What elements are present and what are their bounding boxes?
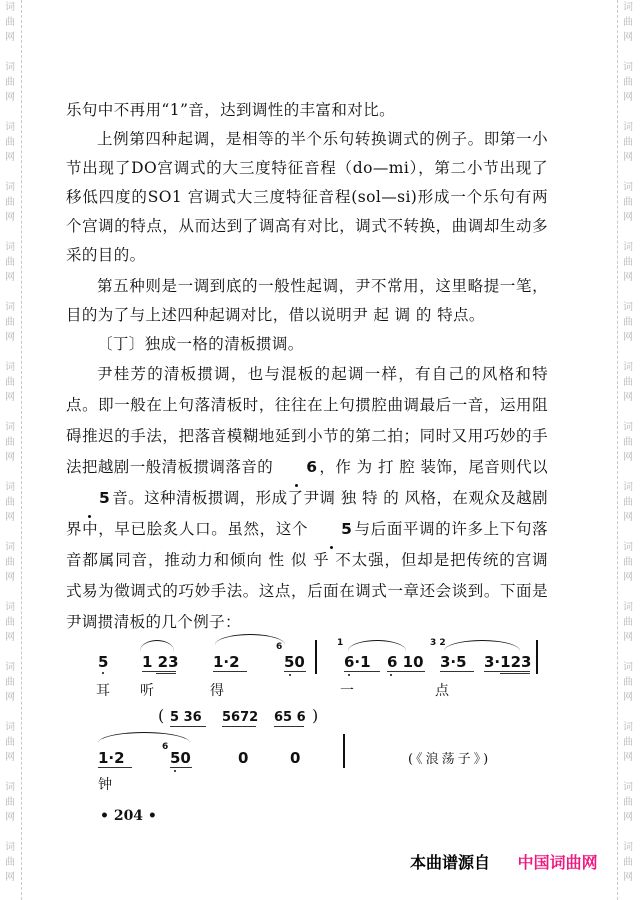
watermark-char: 词 bbox=[5, 602, 15, 613]
watermark-char: 曲 bbox=[623, 617, 633, 628]
watermark-char: 词 bbox=[623, 182, 633, 193]
watermark-char: 曲 bbox=[623, 737, 633, 748]
watermark-char: 曲 bbox=[623, 137, 633, 148]
footer-credit bbox=[410, 850, 598, 873]
watermark-char: 词 bbox=[5, 362, 15, 373]
watermark-group bbox=[623, 240, 633, 300]
watermark-group bbox=[623, 600, 633, 660]
watermark-char: 曲 bbox=[5, 857, 15, 868]
watermark-char: 曲 bbox=[5, 257, 15, 268]
watermark-char: 词 bbox=[623, 722, 633, 733]
watermark-char: 网 bbox=[623, 332, 633, 343]
watermark-group bbox=[623, 300, 633, 360]
watermark-char: 曲 bbox=[623, 557, 633, 568]
paren-close: ) bbox=[312, 706, 319, 725]
watermark-char: 词 bbox=[623, 662, 633, 673]
watermark-char: 曲 bbox=[5, 497, 15, 508]
watermark-char: 词 bbox=[623, 122, 633, 133]
watermark-char: 词 bbox=[623, 362, 633, 373]
underline bbox=[170, 726, 206, 727]
left-watermark-column bbox=[2, 0, 18, 900]
watermark-char: 词 bbox=[5, 662, 15, 673]
watermark-char: 网 bbox=[5, 392, 15, 403]
low-octave-dot bbox=[102, 672, 104, 674]
lyric: 耳 bbox=[96, 683, 110, 699]
watermark-char: 曲 bbox=[5, 317, 15, 328]
watermark-char: 网 bbox=[5, 872, 15, 883]
watermark-char: 网 bbox=[5, 812, 15, 823]
watermark-char: 网 bbox=[5, 332, 15, 343]
watermark-char: 曲 bbox=[623, 377, 633, 388]
watermark-group bbox=[5, 420, 15, 480]
watermark-group bbox=[5, 480, 15, 540]
watermark-group bbox=[5, 840, 15, 900]
watermark-char: 词 bbox=[5, 842, 15, 853]
watermark-char: 词 bbox=[5, 302, 15, 313]
song-source: (《浪荡子》) bbox=[408, 752, 492, 767]
underline bbox=[484, 671, 530, 672]
watermark-char: 网 bbox=[623, 452, 633, 463]
watermark-char: 词 bbox=[5, 242, 15, 253]
underline bbox=[274, 726, 304, 727]
slur bbox=[348, 640, 406, 651]
grace-note: 6 bbox=[276, 642, 283, 652]
watermark-char: 词 bbox=[5, 182, 15, 193]
underline bbox=[142, 671, 176, 672]
note: 1·2 bbox=[98, 749, 125, 767]
note: 1 23 bbox=[142, 653, 179, 671]
watermark-char: 网 bbox=[5, 512, 15, 523]
grace-note: 3 2 bbox=[430, 638, 446, 648]
watermark-char: 曲 bbox=[623, 797, 633, 808]
note: 50 bbox=[170, 749, 191, 767]
underline bbox=[213, 671, 247, 672]
note: 1·2 bbox=[213, 653, 240, 671]
lyric: 点 bbox=[435, 683, 449, 699]
underline bbox=[222, 726, 256, 727]
note: 3·123 bbox=[484, 653, 532, 671]
watermark-group bbox=[623, 420, 633, 480]
watermark-char: 网 bbox=[623, 872, 633, 883]
watermark-char: 词 bbox=[623, 482, 633, 493]
page-number: • 204 • bbox=[100, 808, 157, 824]
watermark-group bbox=[623, 720, 633, 780]
watermark-char: 网 bbox=[5, 452, 15, 463]
watermark-char: 词 bbox=[623, 842, 633, 853]
note: 6 10 bbox=[387, 653, 424, 671]
watermark-char: 曲 bbox=[5, 197, 15, 208]
interlude-note: 65 6 bbox=[274, 710, 306, 725]
watermark-char: 网 bbox=[623, 512, 633, 523]
watermark-char: 曲 bbox=[5, 377, 15, 388]
grace-note: 1 bbox=[337, 638, 344, 648]
watermark-group bbox=[5, 780, 15, 840]
watermark-char: 网 bbox=[623, 32, 633, 43]
watermark-group bbox=[5, 660, 15, 720]
watermark-group bbox=[5, 720, 15, 780]
paren-open: ( bbox=[158, 706, 165, 725]
watermark-char: 词 bbox=[623, 302, 633, 313]
watermark-char: 词 bbox=[5, 722, 15, 733]
underline bbox=[500, 673, 530, 674]
watermark-char: 词 bbox=[5, 542, 15, 553]
watermark-char: 曲 bbox=[623, 437, 633, 448]
watermark-char: 网 bbox=[5, 572, 15, 583]
watermark-char: 网 bbox=[5, 212, 15, 223]
site-name-link[interactable]: 中国词曲网 bbox=[517, 853, 598, 872]
watermark-char: 网 bbox=[623, 812, 633, 823]
watermark-char: 曲 bbox=[5, 617, 15, 628]
watermark-char: 词 bbox=[5, 482, 15, 493]
slur bbox=[444, 640, 520, 651]
underline bbox=[98, 767, 132, 768]
lyric: 得 bbox=[210, 683, 224, 699]
watermark-char: 词 bbox=[623, 422, 633, 433]
section-heading-ding: 〔丁〕独成一格的清板掼调。 bbox=[97, 335, 304, 353]
watermark-char: 网 bbox=[5, 92, 15, 103]
slur bbox=[140, 640, 174, 651]
watermark-group bbox=[623, 60, 633, 120]
watermark-char: 曲 bbox=[5, 677, 15, 688]
underline bbox=[440, 671, 474, 672]
watermark-group bbox=[5, 540, 15, 600]
watermark-char: 网 bbox=[623, 572, 633, 583]
note: 6·1 bbox=[344, 653, 371, 671]
watermark-group bbox=[5, 0, 15, 60]
watermark-group bbox=[623, 0, 633, 60]
watermark-group bbox=[5, 300, 15, 360]
watermark-char: 网 bbox=[623, 632, 633, 643]
low-octave-dot bbox=[390, 674, 392, 676]
note: 0 bbox=[290, 749, 301, 767]
watermark-char: 网 bbox=[5, 32, 15, 43]
watermark-char: 曲 bbox=[623, 197, 633, 208]
jianpu-low-5: 5 bbox=[308, 514, 354, 545]
lyric: 钟 bbox=[98, 777, 112, 793]
lyric: 听 bbox=[140, 683, 154, 699]
watermark-char: 曲 bbox=[5, 737, 15, 748]
watermark-char: 词 bbox=[5, 122, 15, 133]
body-text bbox=[66, 96, 548, 638]
watermark-group bbox=[5, 120, 15, 180]
underline bbox=[387, 671, 425, 672]
watermark-char: 词 bbox=[5, 782, 15, 793]
watermark-char: 曲 bbox=[5, 797, 15, 808]
watermark-char: 网 bbox=[623, 92, 633, 103]
watermark-char: 词 bbox=[623, 782, 633, 793]
right-watermark-column bbox=[620, 0, 636, 900]
note: 3·5 bbox=[440, 653, 467, 671]
watermark-char: 网 bbox=[5, 272, 15, 283]
watermark-char: 网 bbox=[623, 752, 633, 763]
jianpu-low-6: 6 bbox=[273, 452, 319, 483]
note: 5 bbox=[98, 653, 109, 671]
watermark-char: 网 bbox=[623, 212, 633, 223]
jianpu-score bbox=[90, 630, 560, 810]
watermark-group bbox=[623, 660, 633, 720]
note: 0 bbox=[238, 749, 249, 767]
watermark-char: 网 bbox=[623, 392, 633, 403]
low-octave-dot bbox=[348, 674, 350, 676]
underline bbox=[344, 671, 380, 672]
watermark-char: 词 bbox=[5, 422, 15, 433]
watermark-char: 网 bbox=[5, 632, 15, 643]
watermark-char: 曲 bbox=[623, 677, 633, 688]
watermark-char: 词 bbox=[623, 602, 633, 613]
barline bbox=[536, 640, 538, 674]
watermark-char: 曲 bbox=[623, 257, 633, 268]
watermark-char: 词 bbox=[5, 2, 15, 13]
watermark-char: 网 bbox=[5, 152, 15, 163]
left-margin-rule bbox=[21, 0, 22, 900]
slur bbox=[215, 634, 285, 645]
watermark-group bbox=[5, 240, 15, 300]
grace-note: 6 bbox=[162, 742, 169, 752]
watermark-char: 曲 bbox=[623, 497, 633, 508]
watermark-group bbox=[5, 360, 15, 420]
watermark-char: 词 bbox=[623, 242, 633, 253]
interlude-note: 5672 bbox=[222, 710, 259, 725]
lyric: 一 bbox=[340, 683, 354, 699]
paragraph-1: 乐句中不再用“1”音，达到调性的丰富和对比。 bbox=[66, 101, 396, 119]
low-octave-dot bbox=[174, 770, 176, 772]
watermark-group bbox=[623, 780, 633, 840]
watermark-char: 曲 bbox=[623, 317, 633, 328]
watermark-group bbox=[5, 180, 15, 240]
paragraph-5: 尹桂芳的清板掼调，也与混板的起调一样，有自己的风格和特点。即一般在上句落清板时，往往在上句掼腔曲调最后一音，运用阻碍推迟的手法，把落音模糊地延到小节的第二拍；同时又用巧妙的手法把越剧一般清板掼调落音的 6 ，作 为 打 腔 装饰，尾音则代以5 音。这种清板掼调，形成了尹调 独 特 的 风格，在观众及越剧界中，早已脍炙人口。虽然，这个 5 与后面平调的许多上下句落音都属同音，推动力和倾向 性 似 乎 不太强，但却是把传统的宫调式易为徵调式的巧妙手法。这点，后面在调式一章还会谈到。下面是尹调掼清板的几个例子： bbox=[66, 365, 549, 631]
barline bbox=[315, 640, 317, 674]
watermark-char: 网 bbox=[623, 152, 633, 163]
watermark-char: 曲 bbox=[5, 557, 15, 568]
paragraph-3: 第五种则是一调到底的一般性起调，尹不常用，这里略提一笔，目的为了与上述四种起调对比，借以说明尹 起 调 的 特点。 bbox=[66, 277, 548, 324]
watermark-char: 曲 bbox=[5, 17, 15, 28]
slur bbox=[98, 732, 190, 743]
watermark-char: 曲 bbox=[5, 437, 15, 448]
watermark-group bbox=[623, 480, 633, 540]
watermark-group bbox=[623, 540, 633, 600]
jianpu-low-5: 5 bbox=[66, 483, 112, 514]
underline bbox=[156, 673, 176, 674]
watermark-char: 曲 bbox=[5, 77, 15, 88]
low-octave-dot bbox=[289, 674, 291, 676]
note: 50 bbox=[284, 653, 305, 671]
watermark-char: 词 bbox=[5, 62, 15, 73]
watermark-group bbox=[5, 600, 15, 660]
watermark-char: 网 bbox=[623, 692, 633, 703]
watermark-group bbox=[623, 180, 633, 240]
watermark-char: 网 bbox=[5, 692, 15, 703]
watermark-char: 曲 bbox=[623, 17, 633, 28]
underline bbox=[170, 767, 192, 768]
watermark-group bbox=[5, 60, 15, 120]
watermark-char: 词 bbox=[623, 2, 633, 13]
right-margin-rule bbox=[617, 0, 618, 900]
watermark-char: 曲 bbox=[623, 77, 633, 88]
watermark-group bbox=[623, 360, 633, 420]
watermark-group bbox=[623, 840, 633, 900]
watermark-char: 曲 bbox=[5, 137, 15, 148]
source-label: 本曲谱源自 bbox=[410, 853, 491, 872]
watermark-char: 网 bbox=[623, 272, 633, 283]
watermark-char: 词 bbox=[623, 542, 633, 553]
underline bbox=[284, 671, 306, 672]
paragraph-2: 上例第四种起调，是相等的半个乐句转换调式的例子。即第一小节出现了DO宫调式的大三度特征音程（do—mi），第二小节出现了移低四度的SO1 宫调式大三度特征音程(sol—si)形成一个乐句有两个宫调的特点，从而达到了调高有对比，调式不转换，曲调却生动多采的目的。 bbox=[66, 130, 548, 264]
watermark-char: 曲 bbox=[623, 857, 633, 868]
watermark-char: 词 bbox=[623, 62, 633, 73]
barline bbox=[343, 734, 345, 768]
watermark-char: 网 bbox=[5, 752, 15, 763]
interlude-note: 5 36 bbox=[170, 710, 202, 725]
watermark-group bbox=[623, 120, 633, 180]
